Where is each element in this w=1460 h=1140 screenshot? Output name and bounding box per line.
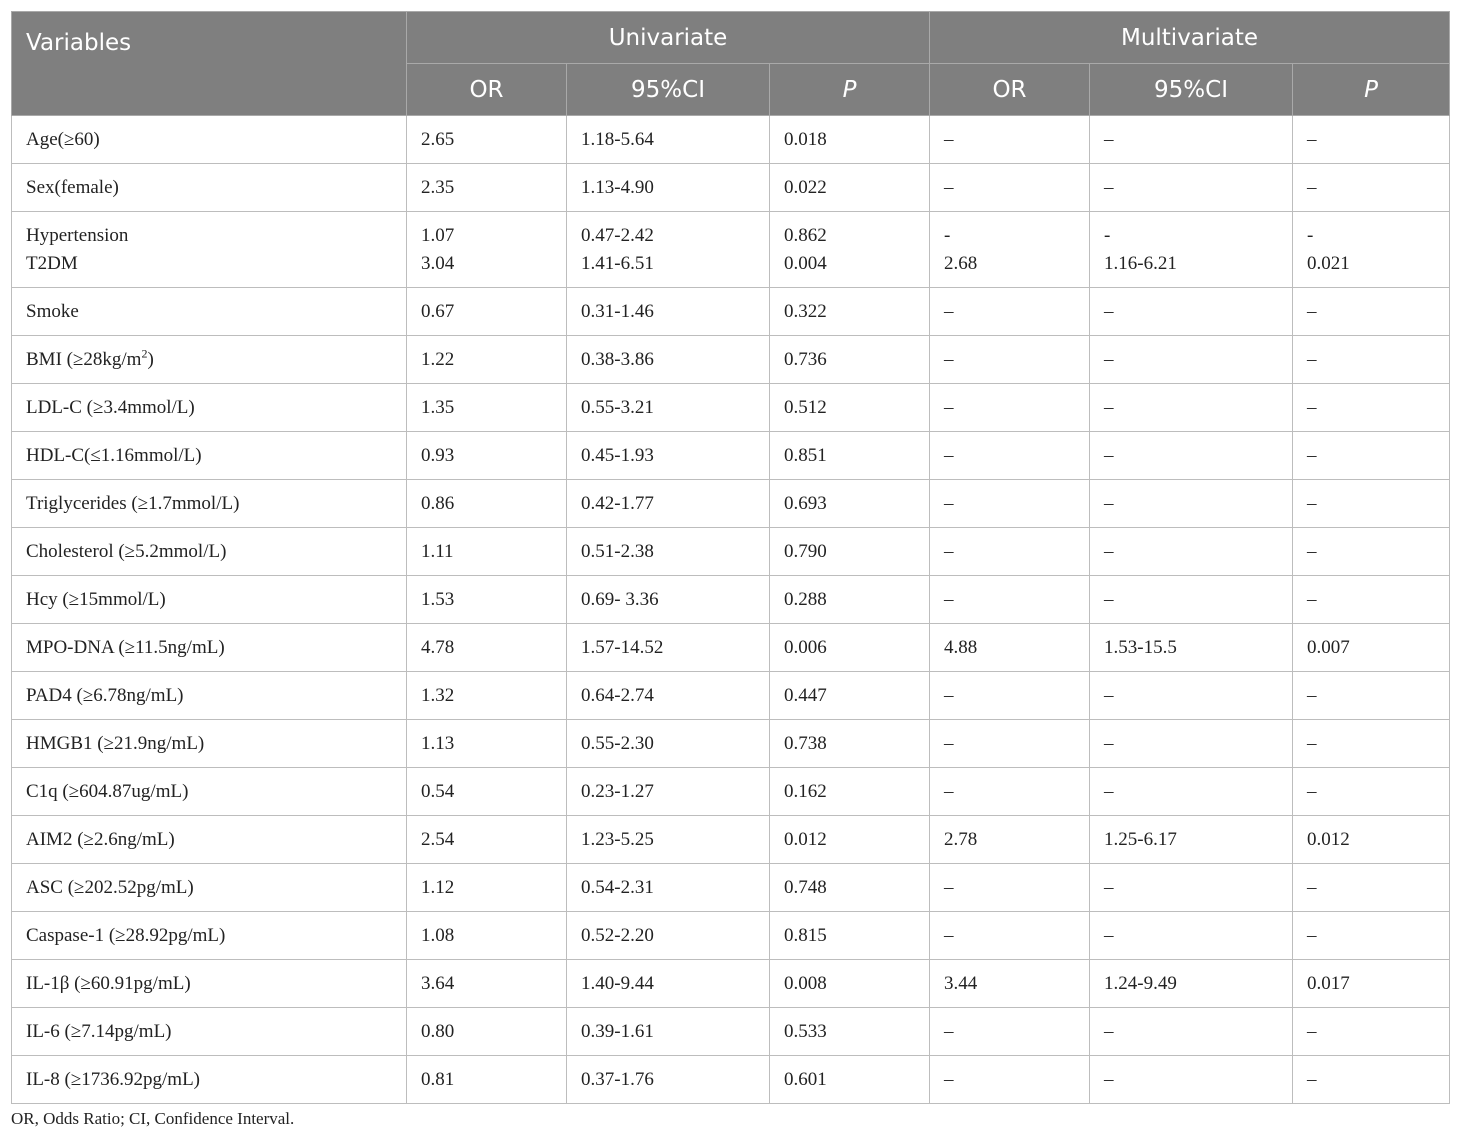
header-multivariate-or: OR [930, 64, 1090, 116]
cell-multivariate-p: 0.012 [1293, 816, 1450, 864]
table-row [12, 768, 1450, 816]
cell-multivariate-ci: – [1090, 912, 1293, 960]
cell-univariate-or: 0.54 [407, 768, 567, 816]
cell-univariate-p: 0.006 [770, 624, 930, 672]
cell-univariate-ci: 0.38-3.86 [567, 336, 770, 384]
cell-variable: Triglycerides (≥1.7mmol/L) [12, 480, 407, 528]
cell-univariate-ci: 0.55-3.21 [567, 384, 770, 432]
cell-univariate-ci: 1.23-5.25 [567, 816, 770, 864]
cell-univariate-or: 1.08 [407, 912, 567, 960]
cell-line: 0.004 [784, 252, 827, 274]
cell-univariate-ci: 0.42-1.77 [567, 480, 770, 528]
cell-univariate-ci: 0.23-1.27 [567, 768, 770, 816]
table-row [12, 164, 1450, 212]
cell-univariate-ci: 0.45-1.93 [567, 432, 770, 480]
cell-multivariate-ci: – [1090, 384, 1293, 432]
cell-multivariate-or: – [930, 576, 1090, 624]
cell-univariate-or: 1.11 [407, 528, 567, 576]
cell-multivariate-ci: – [1090, 576, 1293, 624]
cell-multivariate-p: – [1293, 528, 1450, 576]
cell-variable: Smoke [12, 288, 407, 336]
cell-variable: Cholesterol (≥5.2mmol/L) [12, 528, 407, 576]
cell-variable: AIM2 (≥2.6ng/mL) [12, 816, 407, 864]
cell-multivariate-p: – [1293, 116, 1450, 164]
cell-variable-line: T2DM [26, 252, 78, 274]
cell-line: 1.41-6.51 [581, 252, 654, 274]
cell-univariate-or: 1.13 [407, 720, 567, 768]
table-row [12, 1008, 1450, 1056]
cell-univariate-p: 0.322 [770, 288, 930, 336]
cell-multivariate-or: – [930, 912, 1090, 960]
table-row [12, 432, 1450, 480]
cell-line: - [1307, 224, 1314, 246]
cell-univariate-p: 0.022 [770, 164, 930, 212]
cell-univariate-p: 0.018 [770, 116, 930, 164]
superscript: 2 [141, 346, 148, 361]
cell-univariate-or: 0.81 [407, 1056, 567, 1104]
cell-line: 3.04 [421, 252, 455, 274]
cell-multivariate-ci: – [1090, 288, 1293, 336]
cell-multivariate-p [1293, 212, 1450, 288]
cell-multivariate-ci: – [1090, 164, 1293, 212]
cell-multivariate-ci: – [1090, 768, 1293, 816]
cell-univariate-or: 1.12 [407, 864, 567, 912]
cell-univariate-p: 0.447 [770, 672, 930, 720]
cell-line: 1.16-6.21 [1104, 252, 1177, 274]
cell-variable: HDL-C(≤1.16mmol/L) [12, 432, 407, 480]
cell-multivariate-p: – [1293, 384, 1450, 432]
cell-variable: IL-6 (≥7.14pg/mL) [12, 1008, 407, 1056]
cell-univariate-ci: 1.18-5.64 [567, 116, 770, 164]
cell-multivariate-or: 4.88 [930, 624, 1090, 672]
cell-multivariate-p: – [1293, 336, 1450, 384]
cell-multivariate-ci: – [1090, 432, 1293, 480]
header-multivariate-ci: 95%CI [1090, 64, 1293, 116]
cell-multivariate-p: – [1293, 480, 1450, 528]
header-multivariate-p: P [1293, 64, 1450, 116]
cell-multivariate-p: – [1293, 164, 1450, 212]
table-row [12, 480, 1450, 528]
cell-univariate-p: 0.736 [770, 336, 930, 384]
cell-multivariate-or [930, 212, 1090, 288]
cell-variable-line: Hypertension [26, 224, 129, 246]
cell-univariate-ci: 1.57-14.52 [567, 624, 770, 672]
cell-variable: IL-8 (≥1736.92pg/mL) [12, 1056, 407, 1104]
cell-multivariate-p: – [1293, 768, 1450, 816]
cell-multivariate-ci: – [1090, 528, 1293, 576]
cell-univariate-p: 0.162 [770, 768, 930, 816]
cell-univariate-ci: 0.55-2.30 [567, 720, 770, 768]
cell-univariate-ci: 1.40-9.44 [567, 960, 770, 1008]
cell-multivariate-or: – [930, 768, 1090, 816]
header-univariate: Univariate [407, 12, 930, 64]
cell-univariate-or: 1.53 [407, 576, 567, 624]
cell-multivariate-p: – [1293, 912, 1450, 960]
cell-variable: Hcy (≥15mmol/L) [12, 576, 407, 624]
cell-univariate-p: 0.738 [770, 720, 930, 768]
cell-variable [12, 336, 407, 384]
cell-univariate-or: 0.67 [407, 288, 567, 336]
cell-univariate-p: 0.748 [770, 864, 930, 912]
cell-multivariate-or: – [930, 1056, 1090, 1104]
cell-univariate-ci [567, 212, 770, 288]
table-row [12, 960, 1450, 1008]
cell-univariate-p: 0.601 [770, 1056, 930, 1104]
cell-univariate-ci: 0.51-2.38 [567, 528, 770, 576]
cell-multivariate-p: – [1293, 672, 1450, 720]
cell-multivariate-or: – [930, 528, 1090, 576]
table-row [12, 288, 1450, 336]
cell-multivariate-ci: – [1090, 1056, 1293, 1104]
table-row [12, 576, 1450, 624]
cell-multivariate-ci: – [1090, 720, 1293, 768]
cell-line: 0.862 [784, 224, 827, 246]
table-row [12, 1056, 1450, 1104]
table-row [12, 212, 1450, 288]
cell-multivariate-p: – [1293, 864, 1450, 912]
cell-univariate-or: 2.65 [407, 116, 567, 164]
table-row [12, 720, 1450, 768]
cell-univariate-or: 0.80 [407, 1008, 567, 1056]
cell-multivariate-ci: 1.25-6.17 [1090, 816, 1293, 864]
cell-univariate-or: 0.86 [407, 480, 567, 528]
cell-variable: HMGB1 (≥21.9ng/mL) [12, 720, 407, 768]
cell-multivariate-or: – [930, 336, 1090, 384]
cell-multivariate-or: – [930, 288, 1090, 336]
table-body [12, 116, 1450, 1104]
cell-univariate-p: 0.008 [770, 960, 930, 1008]
cell-multivariate-or: 2.78 [930, 816, 1090, 864]
cell-multivariate-or: – [930, 432, 1090, 480]
cell-univariate-ci: 1.13-4.90 [567, 164, 770, 212]
regression-table [11, 11, 1450, 1104]
cell-multivariate-p: 0.017 [1293, 960, 1450, 1008]
cell-variable-text-end: ) [147, 348, 154, 370]
table-row [12, 624, 1450, 672]
cell-line: 0.47-2.42 [581, 224, 654, 246]
cell-univariate-p: 0.693 [770, 480, 930, 528]
cell-univariate-or: 3.64 [407, 960, 567, 1008]
cell-multivariate-ci: 1.53-15.5 [1090, 624, 1293, 672]
cell-multivariate-or: – [930, 864, 1090, 912]
cell-multivariate-or: – [930, 116, 1090, 164]
cell-univariate-p: 0.815 [770, 912, 930, 960]
table-row [12, 912, 1450, 960]
cell-multivariate-p: – [1293, 288, 1450, 336]
cell-multivariate-ci: – [1090, 480, 1293, 528]
regression-table-container [11, 11, 1449, 1104]
cell-multivariate-or: – [930, 480, 1090, 528]
cell-univariate-or: 1.35 [407, 384, 567, 432]
cell-univariate-p: 0.012 [770, 816, 930, 864]
table-row [12, 816, 1450, 864]
table-row [12, 116, 1450, 164]
cell-univariate-or [407, 212, 567, 288]
cell-univariate-or: 2.54 [407, 816, 567, 864]
cell-univariate-or: 2.35 [407, 164, 567, 212]
cell-univariate-p: 0.533 [770, 1008, 930, 1056]
cell-variable: Caspase-1 (≥28.92pg/mL) [12, 912, 407, 960]
cell-line: 1.07 [421, 224, 455, 246]
cell-univariate-p: 0.288 [770, 576, 930, 624]
cell-variable: PAD4 (≥6.78ng/mL) [12, 672, 407, 720]
cell-multivariate-p: – [1293, 720, 1450, 768]
cell-multivariate-or: – [930, 164, 1090, 212]
cell-univariate-ci: 0.54-2.31 [567, 864, 770, 912]
cell-multivariate-p: 0.007 [1293, 624, 1450, 672]
cell-multivariate-p: – [1293, 576, 1450, 624]
cell-variable [12, 212, 407, 288]
cell-variable: MPO-DNA (≥11.5ng/mL) [12, 624, 407, 672]
cell-variable: Age(≥60) [12, 116, 407, 164]
header-univariate-p: P [770, 64, 930, 116]
table-row [12, 336, 1450, 384]
cell-multivariate-p: – [1293, 1008, 1450, 1056]
cell-variable: C1q (≥604.87ug/mL) [12, 768, 407, 816]
cell-univariate-or: 1.32 [407, 672, 567, 720]
cell-multivariate-ci: – [1090, 336, 1293, 384]
cell-univariate-p: 0.790 [770, 528, 930, 576]
cell-multivariate-or: 3.44 [930, 960, 1090, 1008]
cell-variable: LDL-C (≥3.4mmol/L) [12, 384, 407, 432]
cell-variable: IL-1β (≥60.91pg/mL) [12, 960, 407, 1008]
cell-univariate-ci: 0.37-1.76 [567, 1056, 770, 1104]
cell-multivariate-ci: – [1090, 672, 1293, 720]
cell-multivariate-ci: – [1090, 864, 1293, 912]
cell-multivariate-p: – [1293, 432, 1450, 480]
cell-multivariate-or: – [930, 720, 1090, 768]
cell-univariate-p: 0.512 [770, 384, 930, 432]
cell-univariate-ci: 0.31-1.46 [567, 288, 770, 336]
table-row [12, 528, 1450, 576]
cell-variable: Sex(female) [12, 164, 407, 212]
cell-multivariate-ci: – [1090, 1008, 1293, 1056]
cell-line: 0.021 [1307, 252, 1350, 274]
table-header [12, 12, 1450, 116]
header-univariate-ci: 95%CI [567, 64, 770, 116]
cell-variable-text: BMI (≥28kg/m [26, 348, 142, 370]
cell-multivariate-ci [1090, 212, 1293, 288]
cell-multivariate-or: – [930, 1008, 1090, 1056]
cell-multivariate-ci: 1.24-9.49 [1090, 960, 1293, 1008]
cell-multivariate-p: – [1293, 1056, 1450, 1104]
cell-line: - [944, 224, 951, 246]
cell-variable: ASC (≥202.52pg/mL) [12, 864, 407, 912]
cell-univariate-or: 0.93 [407, 432, 567, 480]
cell-multivariate-or: – [930, 672, 1090, 720]
cell-multivariate-or: – [930, 384, 1090, 432]
header-multivariate: Multivariate [930, 12, 1450, 64]
cell-univariate-p [770, 212, 930, 288]
cell-univariate-ci: 0.69- 3.36 [567, 576, 770, 624]
cell-univariate-ci: 0.52-2.20 [567, 912, 770, 960]
cell-univariate-or: 4.78 [407, 624, 567, 672]
header-variables: Variables [12, 12, 407, 116]
header-univariate-or: OR [407, 64, 567, 116]
cell-line: - [1104, 224, 1111, 246]
cell-univariate-ci: 0.64-2.74 [567, 672, 770, 720]
table-row [12, 384, 1450, 432]
table-footnote: OR, Odds Ratio; CI, Confidence Interval. [11, 1109, 295, 1128]
cell-univariate-or: 1.22 [407, 336, 567, 384]
cell-line: 2.68 [944, 252, 978, 274]
cell-multivariate-ci: – [1090, 116, 1293, 164]
cell-univariate-ci: 0.39-1.61 [567, 1008, 770, 1056]
table-row [12, 864, 1450, 912]
cell-univariate-p: 0.851 [770, 432, 930, 480]
table-row [12, 672, 1450, 720]
